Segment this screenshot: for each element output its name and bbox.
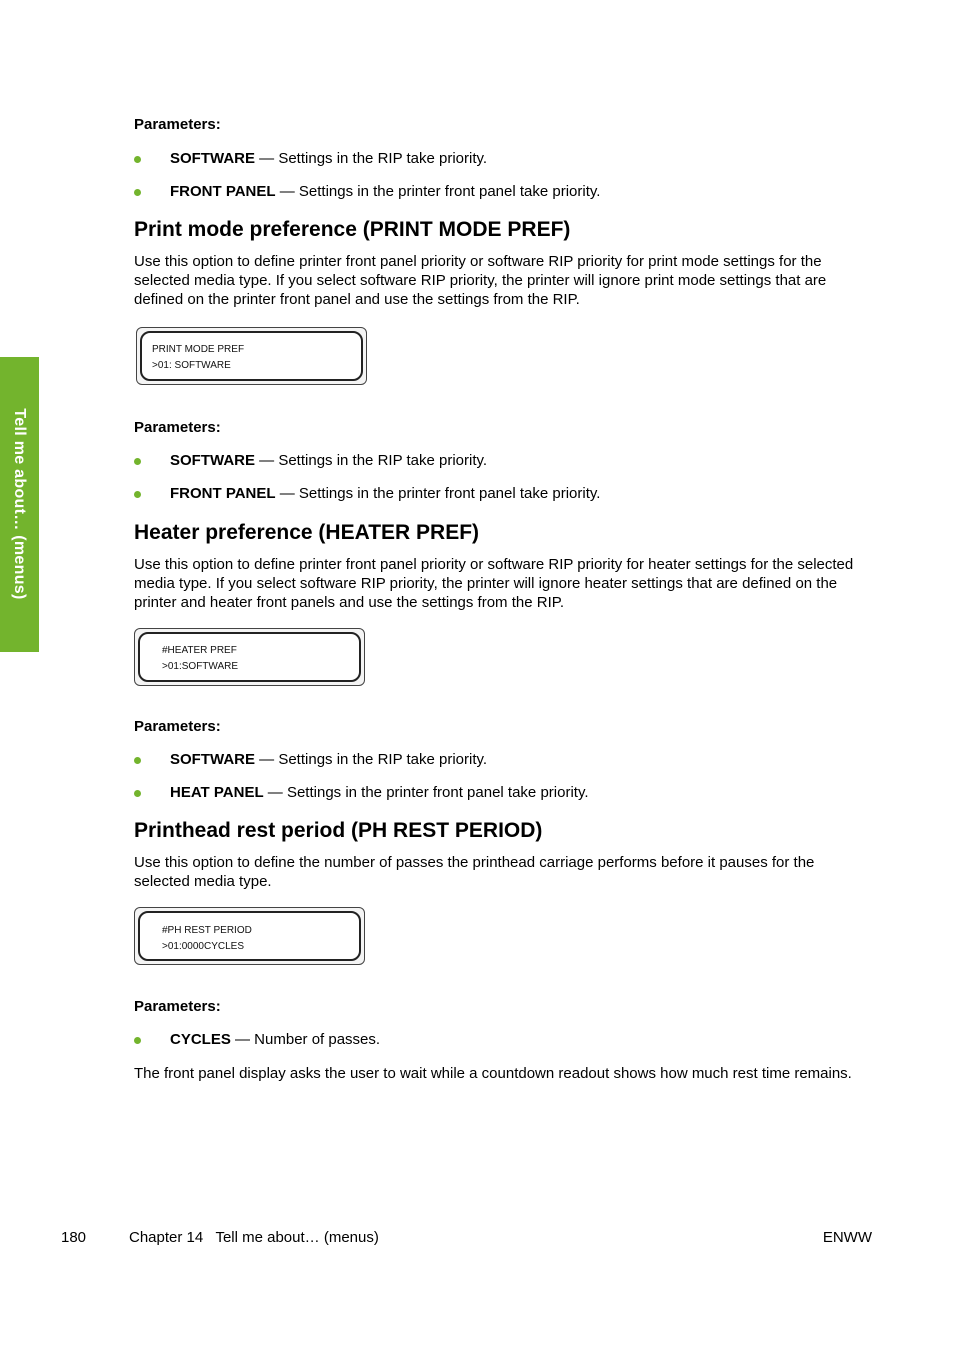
bullet-icon xyxy=(134,757,141,764)
front-panel-display xyxy=(134,907,365,965)
parameters-label: Parameters: xyxy=(134,998,221,1015)
footer-locale: ENWW xyxy=(822,1229,872,1246)
bullet-icon xyxy=(134,156,141,163)
display-line-2: >01: SOFTWARE xyxy=(152,360,231,371)
param-desc: — Settings in the RIP take priority. xyxy=(255,452,488,469)
param-name: SOFTWARE xyxy=(170,150,255,167)
param-name: FRONT PANEL xyxy=(170,183,276,200)
param-desc: — Settings in the RIP take priority. xyxy=(255,150,488,167)
side-chapter-tab-label: Tell me about… (menus) xyxy=(11,408,28,600)
bullet-icon xyxy=(134,189,141,196)
front-panel-display xyxy=(134,628,365,686)
bullet-icon xyxy=(134,790,141,797)
front-panel-screen xyxy=(138,632,361,682)
footer-page-number: 180 xyxy=(61,1229,87,1246)
parameters-label: Parameters: xyxy=(134,116,221,133)
side-chapter-tab xyxy=(0,357,39,652)
section-heading-ph-rest: Printhead rest period (PH REST PERIOD) xyxy=(134,819,543,842)
section-heading-print-mode: Print mode preference (PRINT MODE PREF) xyxy=(134,218,571,241)
section-paragraph: Use this option to define the number of passes the printhead carriage performs before it pauses for the selected media type. xyxy=(134,854,815,890)
param-desc: — Settings in the printer front panel take priority. xyxy=(275,183,601,200)
parameters-label: Parameters: xyxy=(134,718,221,735)
section-paragraph: Use this option to define printer front panel priority or software RIP priority for heater settings for the selected media type. If you select software RIP priority, the printer will ignore heater settings that are defined on the printer and heater front panels and use the settings from the RIP. xyxy=(134,556,854,611)
param-desc: — Settings in the printer front panel take priority. xyxy=(275,485,601,502)
param-name: SOFTWARE xyxy=(170,452,255,469)
section-heading-heater: Heater preference (HEATER PREF) xyxy=(134,521,480,544)
param-name: CYCLES xyxy=(170,1031,231,1048)
display-line-1: #HEATER PREF xyxy=(162,645,237,656)
display-line-2: >01:SOFTWARE xyxy=(162,661,239,672)
bullet-icon xyxy=(134,458,141,465)
param-desc: — Settings in the RIP take priority. xyxy=(255,751,488,768)
front-panel-screen xyxy=(138,911,361,961)
bullet-icon xyxy=(134,1037,141,1044)
front-panel-display xyxy=(136,327,367,385)
closing-paragraph: The front panel display asks the user to wait while a countdown readout shows how much rest time remains. xyxy=(134,1065,852,1082)
footer-chapter: Chapter 14 Tell me about… (menus) xyxy=(129,1229,379,1246)
param-desc: — Number of passes. xyxy=(230,1031,381,1048)
param-name: SOFTWARE xyxy=(170,751,255,768)
front-panel-screen xyxy=(140,331,363,381)
display-line-1: #PH REST PERIOD xyxy=(162,925,252,936)
param-desc: — Settings in the printer front panel take priority. xyxy=(263,784,589,801)
param-name: HEAT PANEL xyxy=(170,784,264,801)
section-paragraph: Use this option to define printer front panel priority or software RIP priority for print mode settings for the selected media type. If you select software RIP priority, the printer will ignore print mode settings that are defined on the printer front panel and use the settings from the RIP. xyxy=(134,253,827,308)
param-name: FRONT PANEL xyxy=(170,485,276,502)
display-line-2: >01:0000CYCLES xyxy=(162,941,245,952)
parameters-label: Parameters: xyxy=(134,419,221,436)
bullet-icon xyxy=(134,491,141,498)
display-line-1: PRINT MODE PREF xyxy=(152,344,245,355)
